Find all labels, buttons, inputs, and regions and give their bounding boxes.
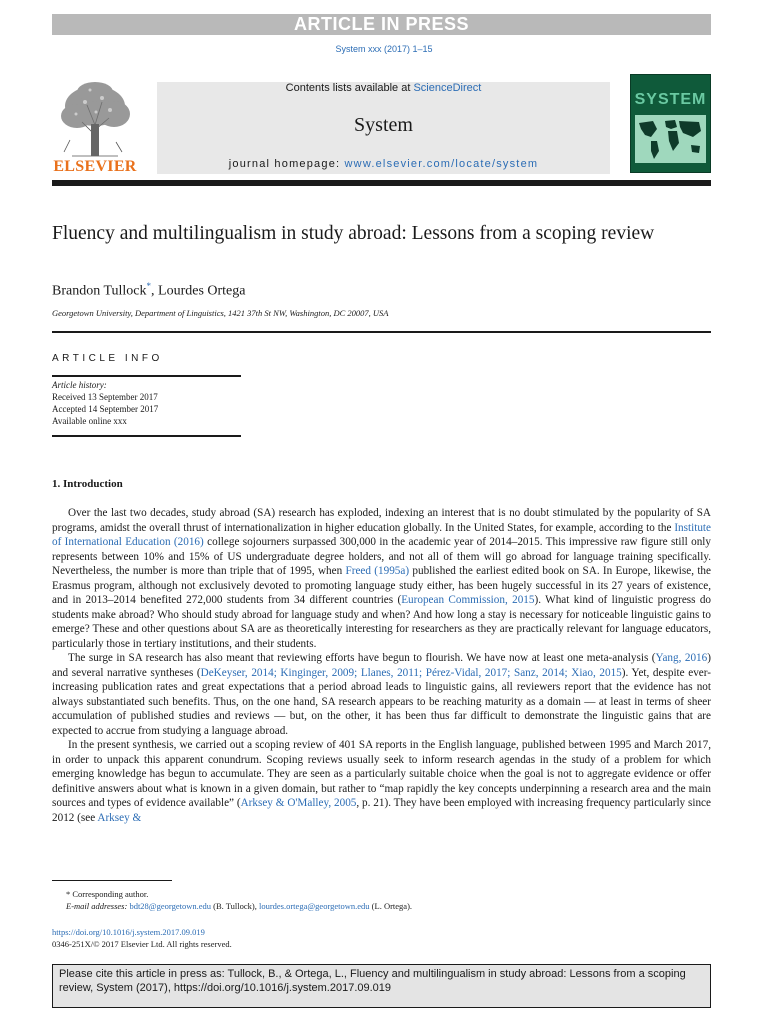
- journal-cover-image[interactable]: [630, 74, 711, 173]
- body-paragraph: [52, 651, 711, 738]
- cover-title: SYSTEM: [634, 91, 707, 108]
- text-run: The surge in SA research has also meant that reviewing efforts have begun to flourish. We have now at least one meta-analysis (: [68, 652, 656, 664]
- title-divider: [52, 331, 711, 333]
- received-date: Received 13 September 2017: [52, 392, 158, 402]
- email-owner: (B. Tullock),: [211, 901, 259, 911]
- journal-homepage-line: [157, 158, 610, 170]
- article-info-heading: ARTICLE INFO: [52, 353, 163, 364]
- citation-link[interactable]: Yang, 2016: [655, 652, 708, 664]
- citation-box: Please cite this article in press as: Tullock, B., & Ortega, L., Fluency and multilingualism in study abroad: Lessons from a scoping review, System (2017), https://doi.org/10.1016/j.system.2017.09.019: [52, 964, 711, 1008]
- corresponding-author-note: * Corresponding author.: [66, 889, 149, 899]
- email-link[interactable]: lourdes.ortega@georgetown.edu: [258, 901, 370, 911]
- journal-reference-link[interactable]: System xxx (2017) 1–15: [335, 44, 433, 54]
- citation-link[interactable]: Institute of International Education (2016): [52, 521, 711, 548]
- corresponding-author-mark[interactable]: *: [146, 281, 152, 291]
- elsevier-tree-icon: [52, 80, 138, 158]
- journal-homepage-link[interactable]: www.elsevier.com/locate/system: [344, 158, 539, 170]
- text-run: , p. 21). They have been employed with increasing frequency particularly since 2012 (see: [52, 797, 711, 824]
- author-list: [52, 281, 245, 300]
- email-addresses-note: [52, 900, 712, 912]
- journal-header-panel: [157, 82, 610, 174]
- publisher-name: ELSEVIER: [53, 158, 137, 175]
- text-run: ). Yet, despite ever-increasing publication rates and great expectations that a period abroad leads to linguistic gains, all reviewers report that the evidence has not always substantiated such benefits. Thus, on the one hand, SA research appears to be reaching maturity as a domain — at least in terms of sheer accumulation of published studies and reviews — but, on the other, it has been thus far difficult to demonstrate the linguistic gains that are expected to accrue from studying a language abroad.: [52, 666, 711, 737]
- body-paragraph: [52, 506, 711, 651]
- author-separator: ,: [151, 283, 159, 299]
- journal-name: System: [354, 114, 413, 136]
- text-run: In the present synthesis, we carried out a scoping review of 401 SA reports in the English language, published between 1995 and March 2017, in order to unpack this apparent conundrum. Scoping reviews usually seek to inform research agendas in the study of a problem for which emerging knowledge has begun to accumulate. They are seen as a particularly suitable choice when the goal is not to aggregate evidence or offer definitive answers about what is known in a given domain, but rather to “map rapidly the key concepts underpinning a research area and the main sources and types of evidence available” (: [52, 739, 711, 809]
- text-run: ) and several narrative syntheses (: [52, 652, 711, 679]
- section-heading: 1. Introduction: [52, 478, 123, 490]
- homepage-prefix: journal homepage:: [228, 158, 345, 170]
- article-info-divider: [52, 435, 241, 437]
- email-link[interactable]: bdt28@georgetown.edu: [129, 901, 211, 911]
- article-title: Fluency and multilingualism in study abroad: Lessons from a scoping review: [52, 223, 655, 244]
- email-label: E-mail addresses:: [66, 901, 130, 911]
- doi-link[interactable]: https://doi.org/10.1016/j.system.2017.09.019: [52, 927, 205, 937]
- author-name[interactable]: Brandon Tullock: [52, 283, 147, 299]
- accepted-date: Accepted 14 September 2017: [52, 404, 159, 414]
- body-text: [52, 506, 711, 825]
- sciencedirect-link[interactable]: ScienceDirect: [413, 82, 482, 94]
- contents-prefix: Contents lists available at: [285, 82, 414, 94]
- header-divider: [52, 180, 711, 186]
- citation-link[interactable]: European Commission, 2015: [401, 594, 535, 606]
- citation-link[interactable]: Arksey & O'Malley, 2005: [240, 797, 357, 809]
- article-history: [52, 379, 158, 427]
- text-run: college sojourners surpassed 300,000 in the academic year of 2014–2015. This impressive raw figure still only represents between 10% and 15% of US undergraduate degree holders, and not all of them will go abroad for language training specifically. Nevertheless, the number is more than triple that of 1995, when: [52, 536, 711, 577]
- available-date: Available online xxx: [52, 416, 127, 426]
- citation-link[interactable]: Arksey &: [97, 811, 142, 824]
- article-info-divider: [52, 375, 241, 377]
- footnote-divider: [52, 880, 172, 881]
- text-run: ). What kind of linguistic progress do students make abroad? Who should study abroad for language study and when? And how long a stay is necessary for noticeable linguistic gains to emerge? These and other questions about SA are as theoretically interesting for researchers as they are practically relevant for language educators, particularly those in tertiary institutions, and their students.: [52, 594, 712, 650]
- author-name[interactable]: Lourdes Ortega: [158, 283, 246, 299]
- body-paragraph: [52, 738, 711, 825]
- email-owner: (L. Ortega).: [369, 901, 413, 911]
- history-label: Article history:: [52, 380, 107, 390]
- elsevier-logo: [52, 80, 138, 176]
- citation-link[interactable]: Freed (1995a): [345, 565, 410, 577]
- article-in-press-banner: ARTICLE IN PRESS: [52, 14, 711, 35]
- text-run: Over the last two decades, study abroad (SA) research has exploded, indexing an interest that is no doubt stimulated by the popularity of SA programs, amidst the overall thrust of internationalization in higher education globally. In the United States, for example, according to the: [52, 507, 711, 534]
- text-run: published the earliest edited book on SA. In Europe, likewise, the Erasmus program, although not exclusively devoted to promoting language study either, has been hugely successful in its 27 years of existence, and in 2013–2014 benefited 272,000 students from 34 different countries (: [52, 565, 711, 606]
- world-map-icon: [635, 115, 706, 163]
- contents-available-line: [157, 82, 610, 94]
- citation-link[interactable]: DeKeyser, 2014; Kinginger, 2009; Llanes, 2011; Pérez-Vidal, 2017; Sanz, 2014; Xiao, 2015: [200, 666, 622, 679]
- doi-block: [52, 927, 232, 950]
- author-affiliation: Georgetown University, Department of Linguistics, 1421 37th St NW, Washington, DC 20007, USA: [52, 308, 389, 318]
- footnotes: [52, 888, 712, 912]
- copyright-notice: 0346-251X/© 2017 Elsevier Ltd. All rights reserved.: [52, 938, 232, 949]
